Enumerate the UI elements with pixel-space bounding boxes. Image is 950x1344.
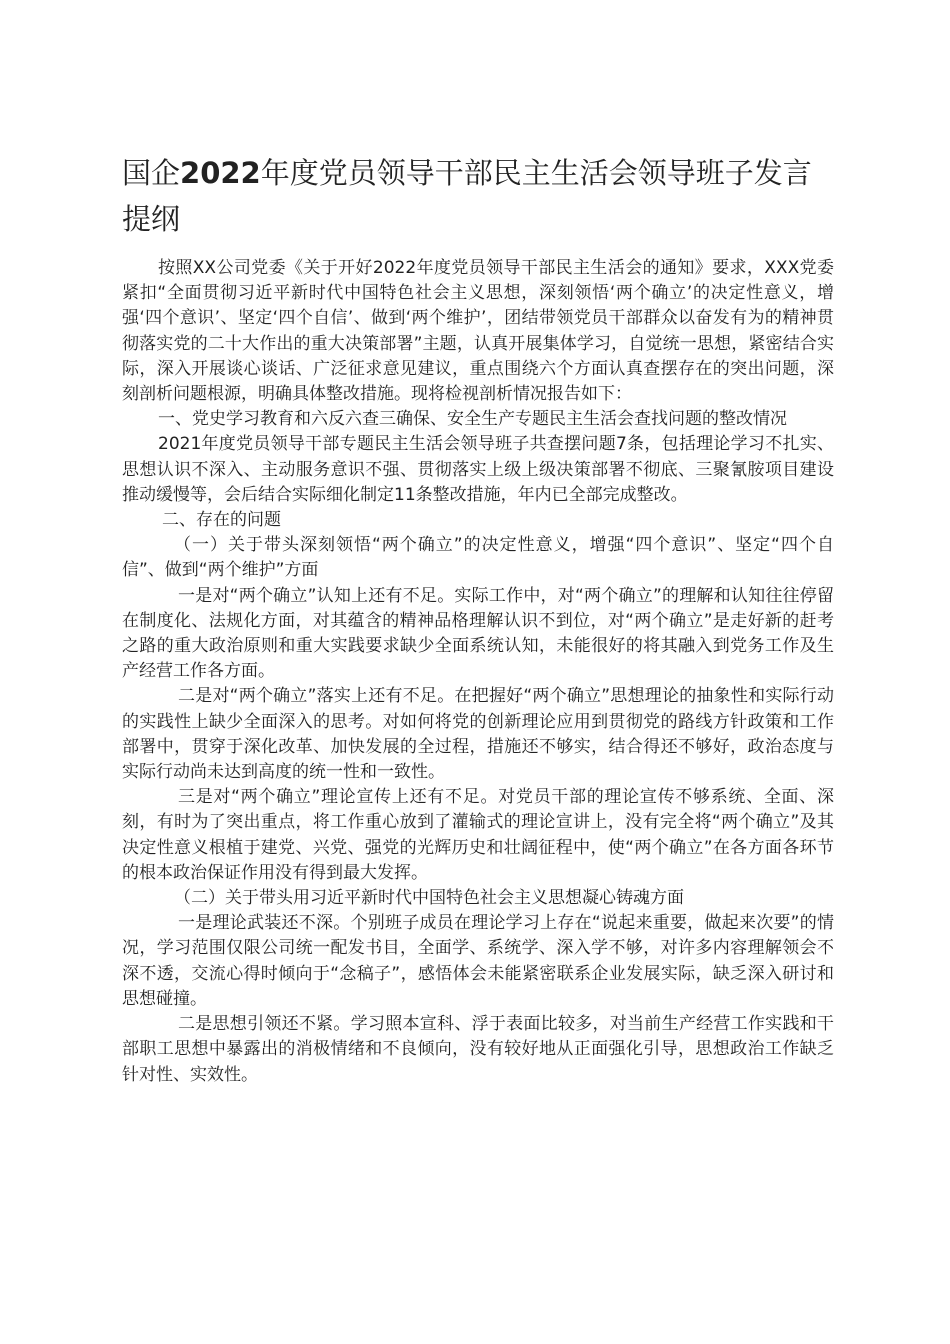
title-year: 2022 bbox=[180, 156, 261, 190]
document-page bbox=[122, 150, 834, 1088]
paragraph-issue-2-1: 一是理论武装还不深。个别班子成员在理论学习上存在“说起来重要，做起来次要”的情况，学习范围仅限公司统一配发书目，全面学、系统学、深入学不够，对许多内容理解领会不深不透，交流心得时倾向于“念稿子”，感悟体会未能紧密联系企业发展实际，缺乏深入研讨和思想碰撞。 bbox=[122, 913, 834, 1009]
paragraph-issue-1-1: 一是对“两个确立”认知上还有不足。实际工作中，对“两个确立”的理解和认知往往停留在制度化、法规化方面，对其蕴含的精神品格理解认识不到位，对“两个确立”是走好新的赶考之路的重大政治原则和重大实践要求缺少全面系统认知，未能很好的将其融入到党务工作及生产经营工作各方面。 bbox=[122, 585, 834, 682]
paragraph-issue-1-2: 二是对“两个确立”落实上还有不足。在把握好“两个确立”思想理论的抽象性和实际行动的实践性上缺少全面深入的思考。对如何将党的创新理论应用到贯彻党的路线方针政策和工作部署中，贯穿于深化改革、加快发展的全过程，措施还不够实，结合得还不够好，政治态度与实际行动尚未达到高度的统一性和一致性。 bbox=[122, 686, 834, 783]
title-prefix: 国企 bbox=[122, 156, 181, 190]
section-heading-1: 一、党史学习教育和六反六查三确保、安全生产专题民主生活会查找问题的整改情况 bbox=[158, 409, 787, 430]
document-title bbox=[122, 150, 834, 242]
paragraph-issue-2-2: 二是思想引领还不紧。学习照本宣科、浮于表面比较多，对当前生产经营工作实践和干部职工思想中暴露出的消极情绪和不良倾向，没有较好地从正面强化引导，思想政治工作缺乏针对性、实效性。 bbox=[122, 1014, 834, 1085]
subsection-heading-1: （一）关于带头深刻领悟“两个确立”的决定性意义，增强“四个意识”、坚定“四个自信”、做到“两个维护”方面 bbox=[122, 535, 834, 581]
section-heading-2: 二、存在的问题 bbox=[162, 510, 281, 531]
paragraph-issue-1-3: 三是对“两个确立”理论宣传上还有不足。对党员干部的理论宣传不够系统、全面、深刻，有时为了突出重点，将工作重心放到了灌输式的理论宣讲上，没有完全将“两个确立”及其决定性意义根植于建党、兴党、强党的光辉历史和壮阔征程中，使“两个确立”在各方面各环节的根本政治保证作用没有得到最大发挥。 bbox=[122, 787, 834, 883]
subsection-heading-2: （二）关于带头用习近平新时代中国特色社会主义思想凝心铸魂方面 bbox=[174, 888, 684, 909]
intro-paragraph: 按照XX公司党委《关于开好2022年度党员领导干部民主生活会的通知》要求，XXX党委紧扣“全面贯彻习近平新时代中国特色社会主义思想，深刻领悟‘两个确立’的决定性意义，增强‘四个意识’、坚定‘四个自信’、做到‘两个维护’，团结带领党员干部群众以奋发有为的精神贯彻落实党的二十大作出的重大决策部署”主题，认真开展集体学习，自觉统一思想，紧密结合实际，深入开展谈心谈话、广泛征求意见建议，重点围绕六个方面认真查摆存在的突出问题，深刻剖析问题根源，明确具体整改措施。现将检视剖析情况报告如下： bbox=[122, 258, 834, 405]
paragraph-rectification: 2021年度党员领导干部专题民主生活会领导班子共查摆问题7条，包括理论学习不扎实、思想认识不深入、主动服务意识不强、贯彻落实上级上级决策部署不彻底、三聚氰胺项目建设推动缓慢等，会后结合实际细化制定11条整改措施，年内已全部完成整改。 bbox=[122, 434, 834, 505]
title-rest: 年度党员领导干部民主生活会领导班子发言提纲 bbox=[122, 156, 812, 236]
